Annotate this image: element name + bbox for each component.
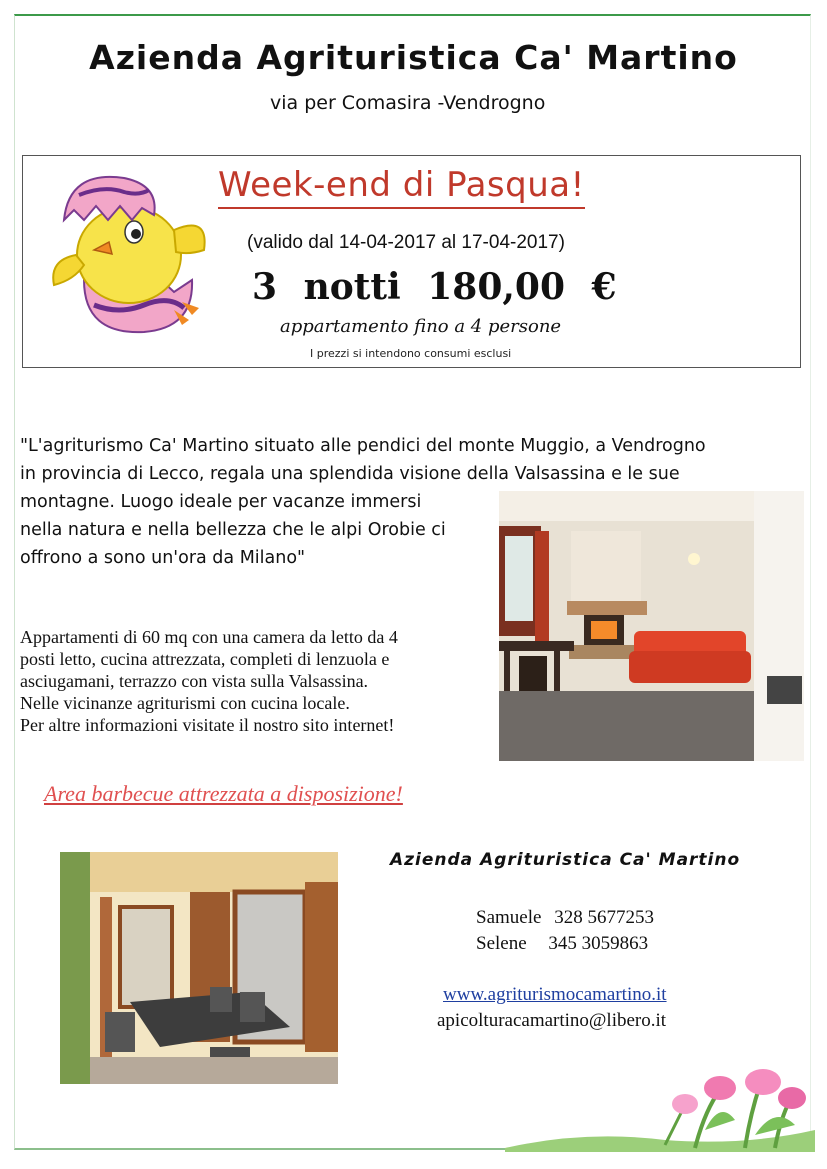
- phone-number: 328 5677253: [554, 907, 654, 928]
- phone-number: 345 3059863: [548, 933, 649, 954]
- address: via per Comasira -Vendrogno: [270, 92, 546, 114]
- details-line: Appartamenti di 60 mq con una camera da letto da 4: [20, 627, 398, 647]
- details-line: asciugamani, terrazzo con vista sulla Valsassina.: [20, 671, 369, 691]
- phone-name: Selene: [476, 933, 527, 954]
- tulip-flowers-icon: [505, 1060, 815, 1152]
- terrace-photo: [60, 852, 338, 1084]
- email-address: apicolturacamartino@libero.it: [437, 1010, 667, 1031]
- details-paragraph: [20, 626, 495, 736]
- easter-chick-icon: [24, 160, 214, 340]
- phone-row: [476, 905, 654, 931]
- offer-note: I prezzi si intendono consumi esclusi: [310, 347, 512, 360]
- offer-description: appartamento fino a 4 persone: [280, 316, 562, 337]
- phone-name: Samuele: [476, 907, 542, 928]
- contact-phones: [476, 905, 654, 957]
- intro-line: montagne. Luogo ideale per vacanze immersi: [20, 492, 422, 512]
- barbecue-note: Area barbecue attrezzata a disposizione!: [44, 781, 403, 806]
- offer-validity: (valido dal 14-04-2017 al 17-04-2017): [247, 232, 565, 253]
- details-line: Per altre informazioni visitate il nostro sito internet!: [20, 715, 395, 735]
- intro-line: "L'agriturismo Ca' Martino situato alle pendici del monte Muggio, a Vendrogno: [20, 436, 706, 456]
- website-link[interactable]: www.agriturismocamartino.it: [443, 984, 667, 1005]
- page-title: Azienda Agrituristica Ca' Martino: [89, 38, 738, 77]
- intro-line: offrono a sono un'ora da Milano": [20, 548, 306, 568]
- phone-row: [476, 931, 654, 957]
- details-line: posti letto, cucina attrezzata, completi di lenzuola e: [20, 649, 390, 669]
- offer-title: Week-end di Pasqua!: [218, 165, 585, 209]
- intro-line: in provincia di Lecco, regala una splendida visione della Valsassina e le sue: [20, 464, 680, 484]
- intro-line: nella natura e nella bellezza che le alpi Orobie ci: [20, 520, 446, 540]
- offer-price: 3 notti 180,00 €: [252, 266, 617, 308]
- details-line: Nelle vicinanze agriturismi con cucina locale.: [20, 693, 350, 713]
- living-room-photo: [499, 491, 804, 761]
- contact-company: Azienda Agrituristica Ca' Martino: [390, 850, 741, 870]
